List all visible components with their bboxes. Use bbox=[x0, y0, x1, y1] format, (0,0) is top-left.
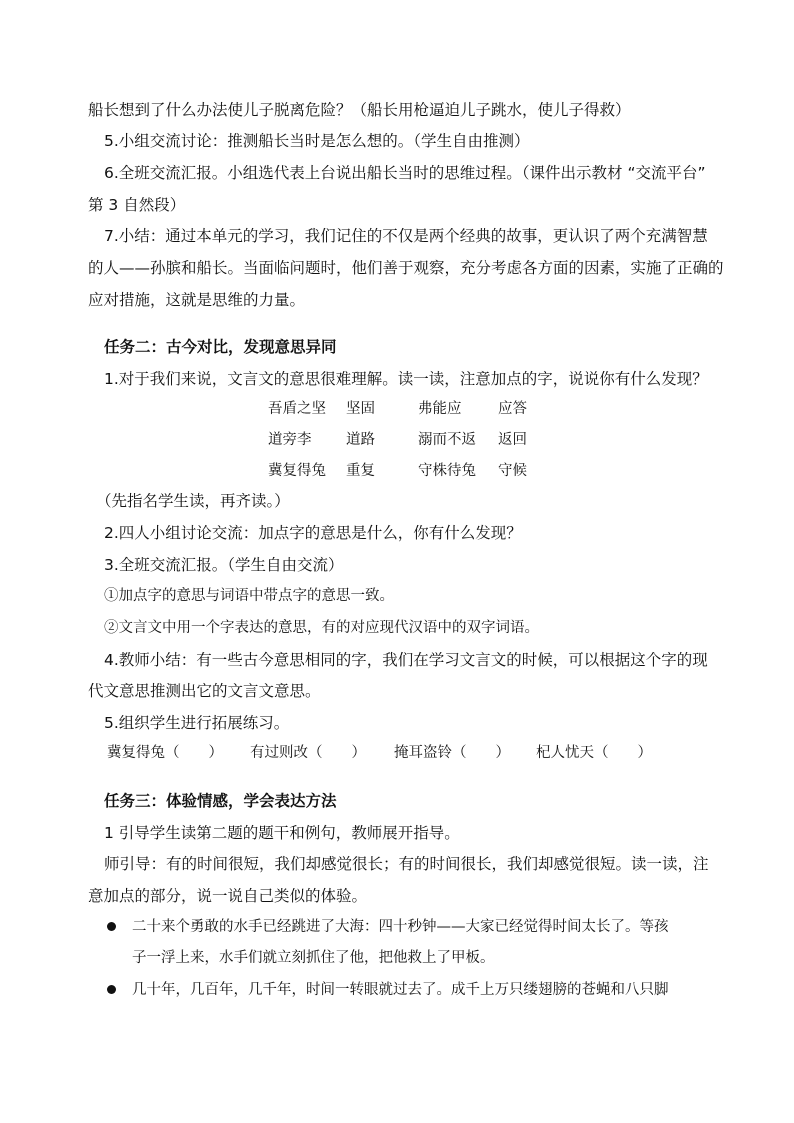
text-line: 意加点的部分，说一说自己类似的体验。 bbox=[88, 887, 368, 905]
section-heading-task2: 任务二：古今对比，发现意思异同 bbox=[104, 338, 337, 356]
grid-cell: 重复 bbox=[346, 463, 375, 479]
grid-cell: 应答 bbox=[498, 401, 527, 417]
grid-cell: 道旁李 bbox=[268, 432, 312, 448]
text-line: 几十年，几百年，几千年，时间一转眼就过去了。成千上万只缕翅膀的苍蝇和八只脚 bbox=[132, 982, 669, 998]
text-line: 5.小组交流讨论：推测船长当时是怎么想的。（学生自由推测） bbox=[104, 132, 530, 150]
text-line: 船长想到了什么办法使儿子脱离危险？（船长用枪逼迫儿子跳水，使儿子得救） bbox=[88, 101, 631, 119]
text-line: 第 3 自然段） bbox=[88, 196, 186, 214]
grid-cell: 守候 bbox=[498, 463, 527, 479]
bullet-icon bbox=[107, 922, 116, 931]
text-line: 应对措施，这就是思维的力量。 bbox=[88, 291, 306, 309]
grid-cell: 弗能应 bbox=[418, 401, 462, 417]
text-line: （先指名学生读，再齐读。） bbox=[96, 492, 290, 510]
grid-cell: 吾盾之坚 bbox=[268, 401, 326, 417]
text-line: 师引导：有的时间很短，我们却感觉很长；有的时间很长，我们却感觉很短。读一读，注 bbox=[104, 855, 709, 873]
exercise-item: 冀复得兔（ ） bbox=[107, 745, 223, 761]
grid-cell: 返回 bbox=[498, 432, 527, 448]
grid-cell: 冀复得兔 bbox=[268, 463, 326, 479]
grid-cell: 守株待兔 bbox=[418, 463, 476, 479]
text-line: 5.组织学生进行拓展练习。 bbox=[104, 714, 290, 732]
text-line: 代文意思推测出它的文言文意思。 bbox=[88, 682, 321, 700]
text-line: 4.教师小结：有一些古今意思相同的字，我们在学习文言文的时候，可以根据这个字的现 bbox=[104, 651, 708, 669]
grid-cell: 道路 bbox=[346, 432, 375, 448]
exercise-item: 杞人忧天（ ） bbox=[536, 745, 652, 761]
grid-cell: 坚固 bbox=[346, 401, 375, 417]
section-heading-task3: 任务三：体验情感，学会表达方法 bbox=[104, 792, 337, 810]
text-line: ①加点字的意思与词语中带点字的意思一致。 bbox=[104, 588, 394, 604]
text-line: 3.全班交流汇报。（学生自由交流） bbox=[104, 556, 344, 574]
text-line: 7.小结：通过本单元的学习，我们记住的不仅是两个经典的故事，更认识了两个充满智慧 bbox=[104, 227, 708, 245]
exercise-item: 掩耳盗铃（ ） bbox=[394, 745, 510, 761]
text-line: 1 引导学生读第二题的题干和例句，教师展开指导。 bbox=[104, 824, 460, 842]
text-line: 6.全班交流汇报。小组选代表上台说出船长当时的思维过程。（课件出示教材 “交流平台” bbox=[104, 164, 706, 182]
text-line: 2.四人小组讨论交流：加点字的意思是什么，你有什么发现？ bbox=[104, 524, 522, 542]
text-line: 子一浮上来，水手们就立刻抓住了他，把他救上了甲板。 bbox=[132, 950, 495, 966]
text-line: ②文言文中用一个字表达的意思，有的对应现代汉语中的双字词语。 bbox=[104, 620, 539, 636]
bullet-icon bbox=[107, 985, 116, 994]
grid-cell: 溺而不返 bbox=[418, 432, 476, 448]
text-line: 二十来个勇敢的水手已经跳进了大海：四十秒钟——大家已经觉得时间太长了。等孩 bbox=[132, 919, 669, 935]
exercise-item: 有过则改（ ） bbox=[250, 745, 366, 761]
text-line: 的人——孙膑和船长。当面临问题时，他们善于观察，充分考虑各方面的因素，实施了正确的 bbox=[88, 259, 724, 277]
text-line: 1.对于我们来说，文言文的意思很难理解。读一读，注意加点的字，说说你有什么发现？ bbox=[104, 370, 708, 388]
